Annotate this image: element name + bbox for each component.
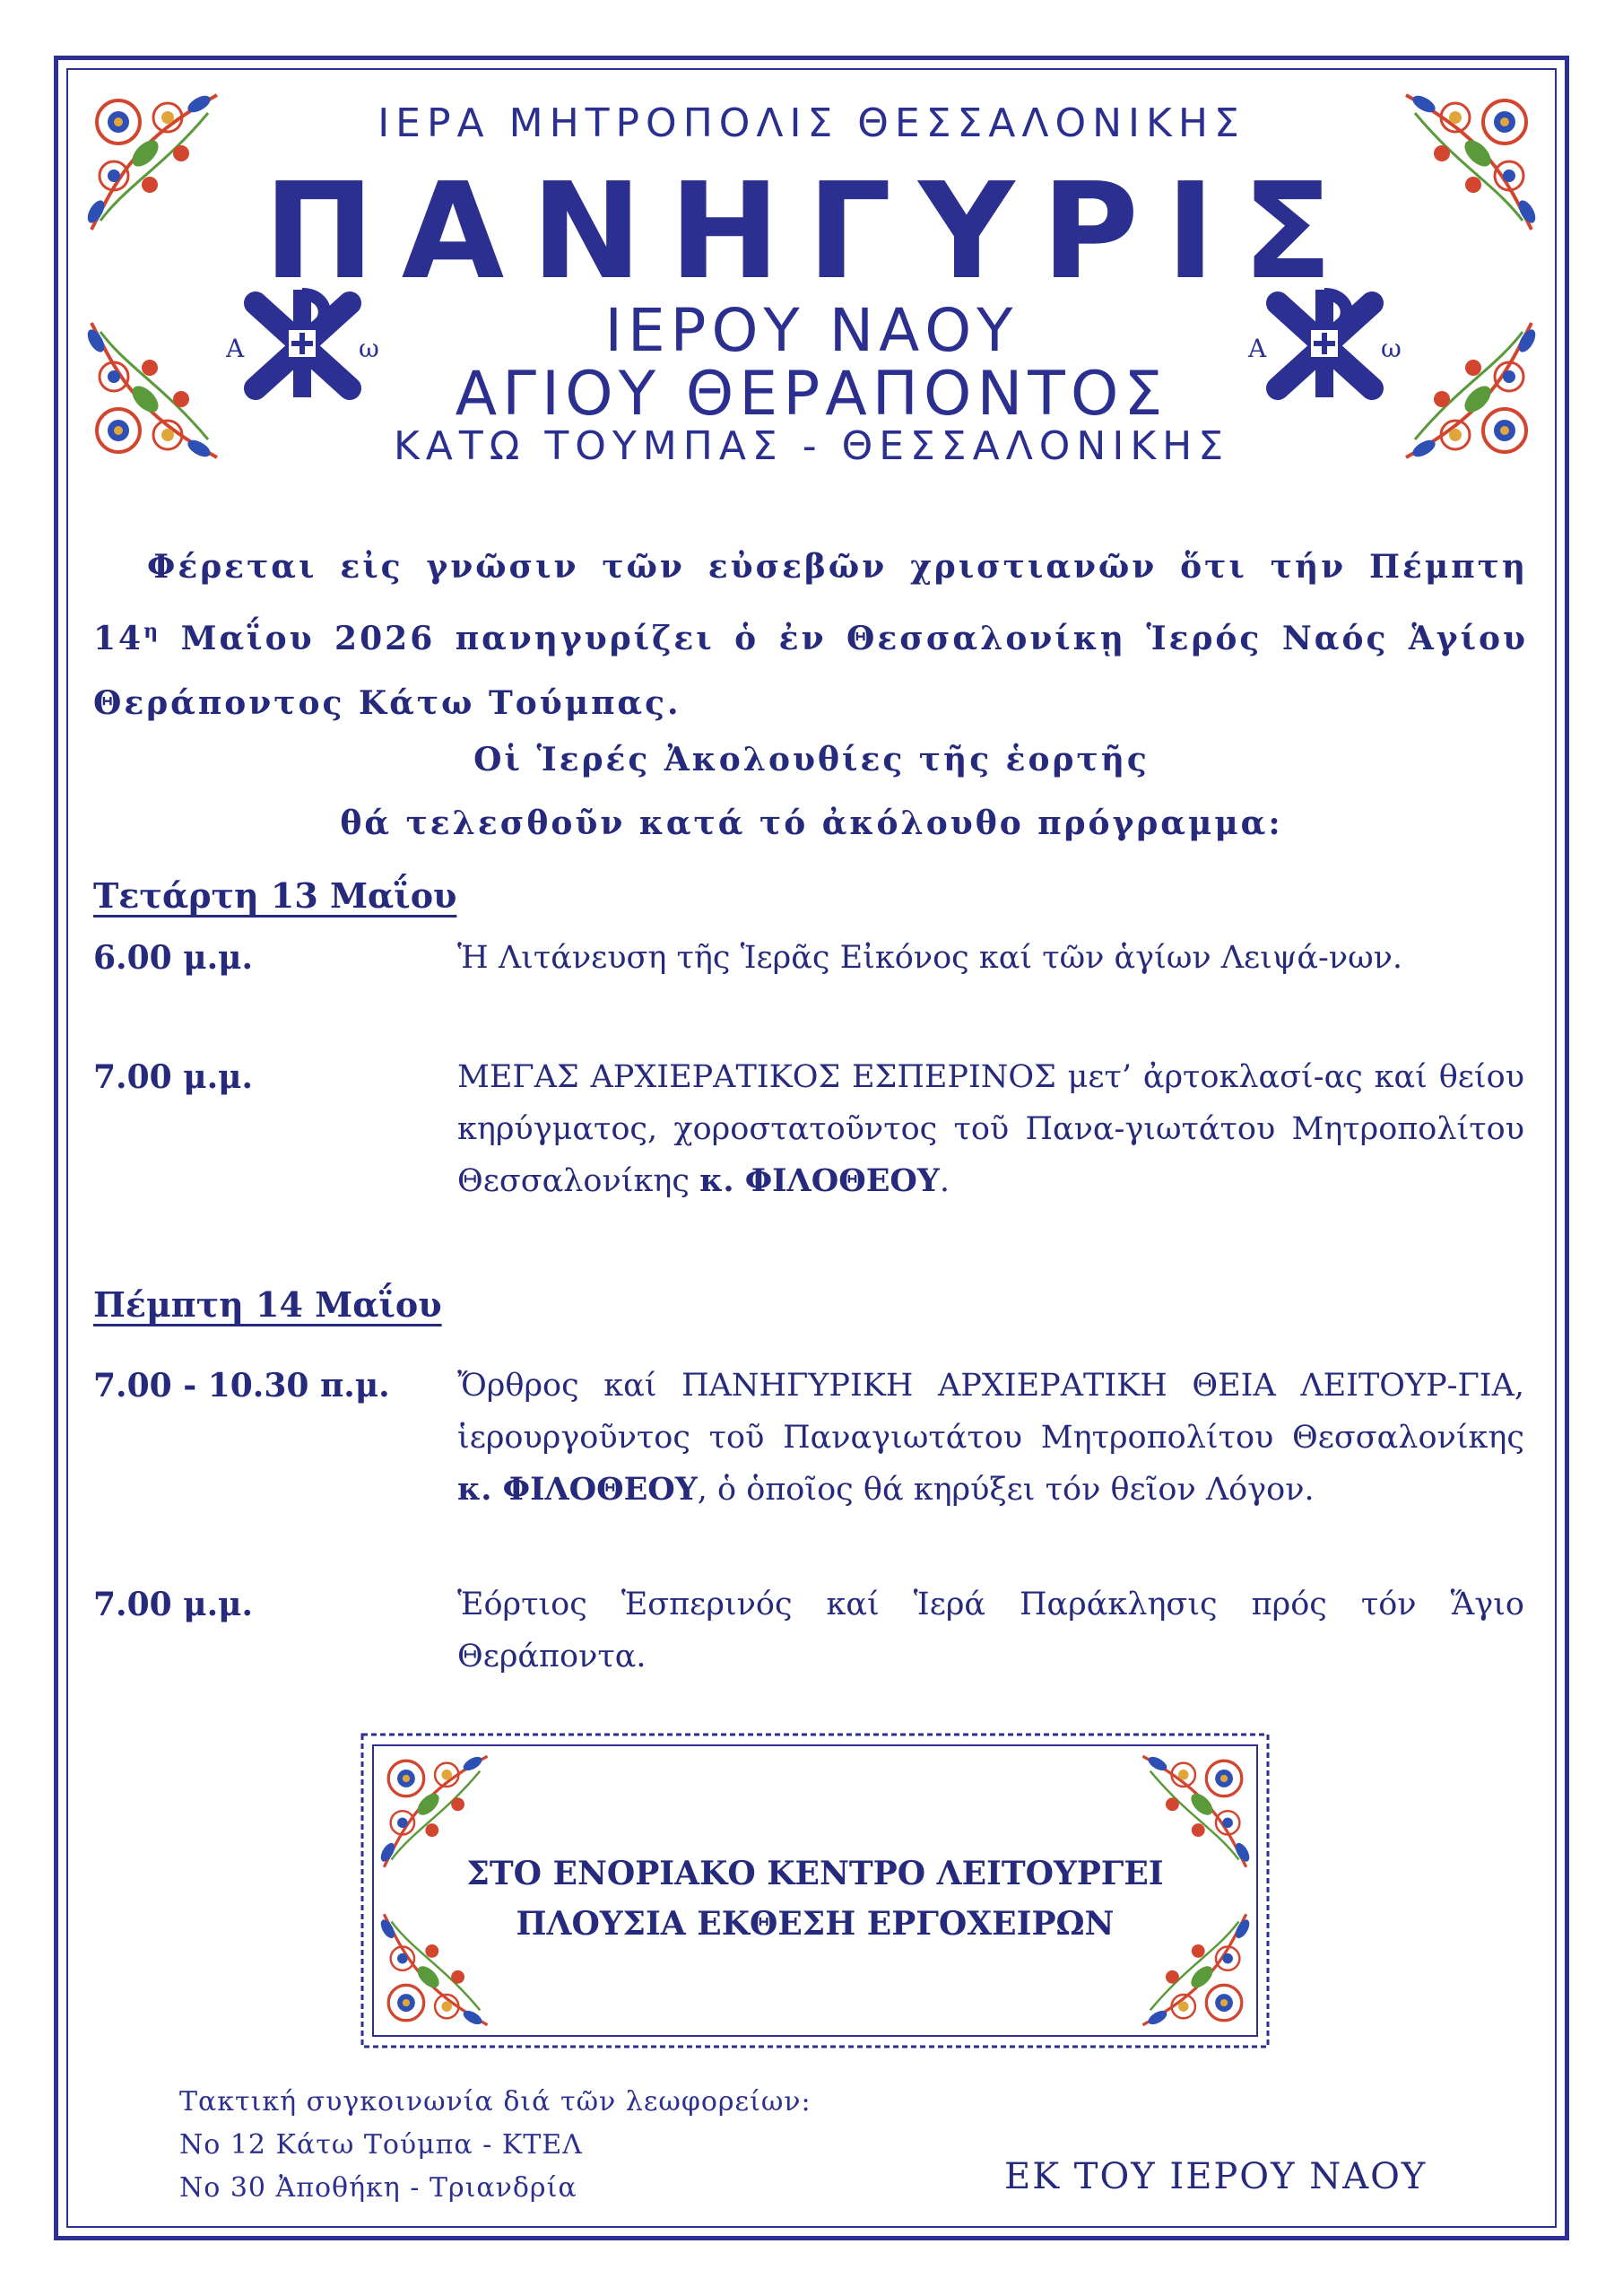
event-description: [457, 1051, 1524, 1207]
event-description: [457, 1360, 1524, 1516]
page-title: ΠΑΝΗΓΥΡΙΣ: [263, 154, 1360, 309]
event-description-tail: , ὁ ὁποῖος θά κηρύξει τόν θεῖον Λόγον.: [697, 1472, 1315, 1508]
bus-route: Νο 30 Ἀποθήκη - Τριανδρία: [179, 2172, 577, 2204]
temple-line-2: ΑΓΙΟΥ ΘΕΡΑΠΟΝΤΟΣ: [455, 359, 1168, 430]
location-line: ΚΑΤΩ ΤΟΥΜΠΑΣ - ΘΕΣΣΑΛΟΝΙΚΗΣ: [393, 423, 1230, 469]
metropolitan-name: κ. ΦΙΛΟΘΕΟΥ: [699, 1162, 940, 1199]
temple-line-1: ΙΕΡΟΥ ΝΑΟΥ: [604, 296, 1019, 365]
event-description-text: Ὄρθρος καί ΠΑΝΗΓΥΡΙΚΗ ΑΡΧΙΕΡΑΤΙΚΗ ΘΕΙΑ ΛΕΙΤΟΥΡ-ΓΙΑ, ἱερουργοῦντος τοῦ Παναγιωτάτου Μητροπολίτου Θεσσαλονίκης: [457, 1368, 1524, 1456]
intro-superscript: η: [143, 620, 161, 643]
day-heading-wednesday: Τετάρτη 13 Μαΐου: [93, 875, 457, 916]
bus-route: Νο 12 Κάτω Τούμπα - ΚΤΕΛ: [179, 2129, 583, 2161]
event-description: Ἑόρτιος Ἑσπερινός καί Ἱερά Παράκλησις πρός τόν Ἅγιο Θεράποντα.: [457, 1587, 1524, 1674]
exhibition-line-1: ΣΤΟ ΕΝΟΡΙΑΚΟ ΚΕΝΤΡΟ ΛΕΙΤΟΥΡΓΕΙ: [466, 1855, 1164, 1892]
alpha-letter-left: Α: [226, 334, 245, 363]
day-heading-thursday: Πέμπτη 14 Μαΐου: [93, 1284, 442, 1325]
intro-line-3: θά τελεσθοῦν κατά τό ἀκόλουθο πρόγραμμα:: [340, 804, 1283, 842]
transport-heading: Τακτική συγκοινωνία διά τῶν λεωφορείων:: [179, 2086, 812, 2118]
event-time: 7.00 μ.μ.: [93, 1058, 253, 1096]
event-description-text: ΜΕΓΑΣ ΑΡΧΙΕΡΑΤΙΚΟΣ ΕΣΠΕΡΙΝΟΣ μετ’ ἀρτοκλασί-ας καί θείου κηρύγματος, χοροστατοῦντος τοῦ Πανα-γιωτάτου Μητροπολίτου Θεσσαλονίκης: [457, 1059, 1524, 1199]
alpha-letter-right: Α: [1248, 334, 1267, 363]
omega-letter-left: ω: [359, 334, 379, 363]
event-time: 7.00 μ.μ.: [93, 1586, 253, 1623]
event-description-tail: .: [939, 1163, 950, 1199]
intro-text-end: Μαΐου 2026 πανηγυρίζει ὁ ἐν Θεσσαλονίκῃ Ἱερός Ναός Ἁγίου Θεράποντος Κάτω Τούμπας.: [93, 620, 1528, 722]
metropolis-heading: ΙΕΡΑ ΜΗΤΡΟΠΟΛΙΣ ΘΕΣΣΑΛΟΝΙΚΗΣ: [378, 100, 1245, 146]
event-time: 7.00 - 10.30 π.μ.: [93, 1367, 390, 1405]
intro-paragraph: [93, 535, 1528, 735]
event-time: 6.00 μ.μ.: [93, 939, 253, 977]
signoff: ΕΚ ΤΟΥ ΙΕΡΟΥ ΝΑΟΥ: [1004, 2156, 1428, 2197]
intro-line-2: Οἱ Ἱερές Ἀκολουθίες τῆς ἑορτῆς: [473, 741, 1150, 778]
event-description: Ἡ Λιτάνευση τῆς Ἱερᾶς Εἰκόνος καί τῶν ἁγίων Λειψά-νων.: [457, 940, 1403, 976]
omega-letter-right: ω: [1381, 334, 1402, 363]
metropolitan-name: κ. ΦΙΛΟΘΕΟΥ: [457, 1471, 698, 1508]
intro-text-start: Φέρεται εἰς γνῶσιν τῶν εὐσεβῶν χριστιανῶν ὅτι τήν Πέμπτη 14: [93, 548, 1528, 657]
exhibition-line-2: ΠΛΟΥΣΙΑ ΕΚΘΕΣΗ ΕΡΓΟΧΕΙΡΩΝ: [516, 1905, 1115, 1943]
